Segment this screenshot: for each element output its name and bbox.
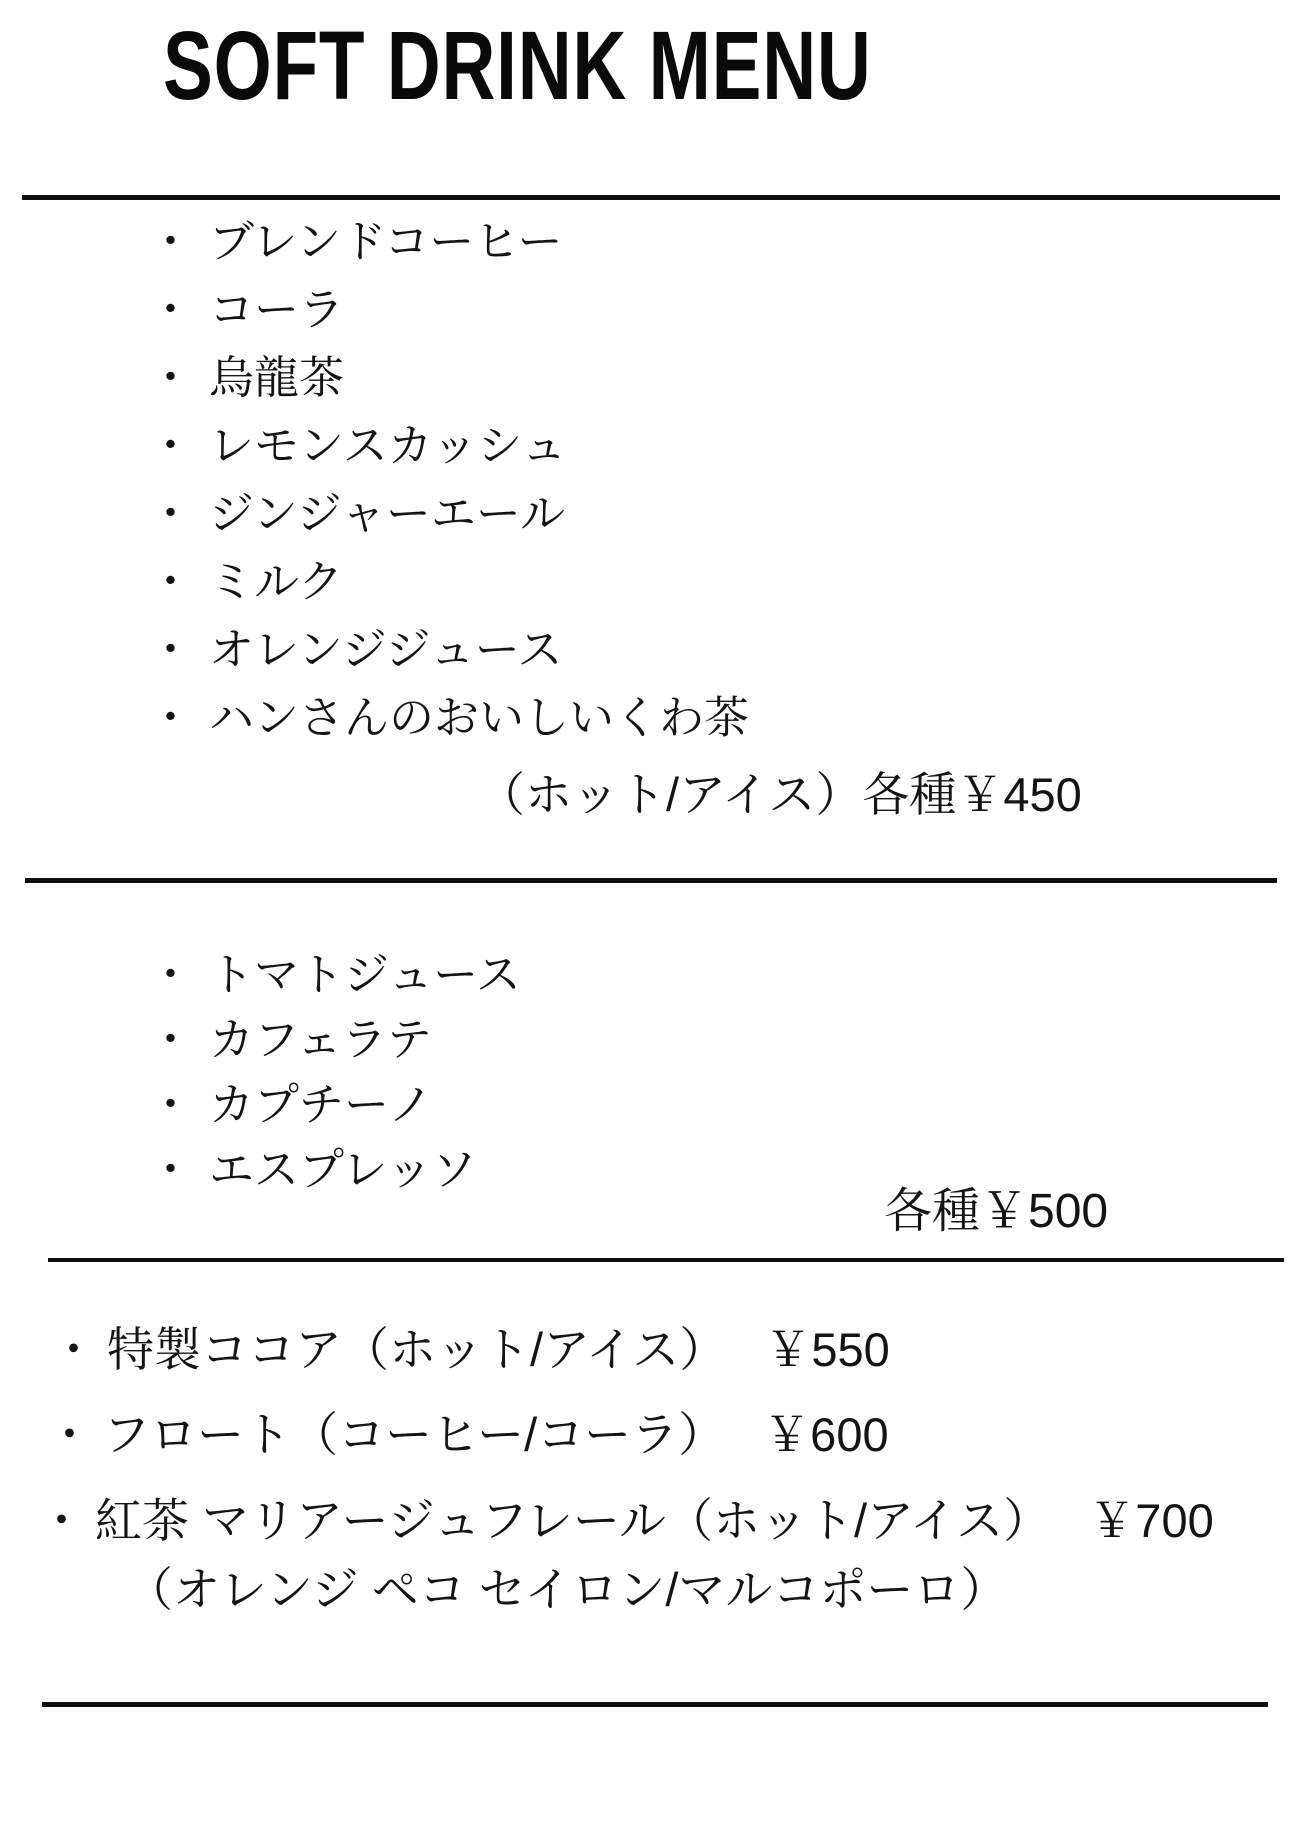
- menu-item: [148, 942, 521, 1007]
- menu-item: [148, 548, 749, 616]
- menu-item: [148, 1072, 521, 1137]
- bullet-marker: ・: [46, 1408, 93, 1461]
- bullet-marker: ・: [148, 420, 194, 471]
- item-label: コーラ: [209, 284, 345, 335]
- divider: [25, 878, 1277, 883]
- bullet-marker: ・: [148, 216, 194, 267]
- item-label: 紅茶 マリアージュフレール（ホット/アイス）: [95, 1494, 1051, 1547]
- menu-item: [148, 276, 749, 344]
- bullet-marker: ・: [148, 624, 194, 675]
- item-label: エスプレッソ: [209, 1144, 477, 1195]
- menu-item: [148, 1137, 521, 1202]
- menu-item: [38, 1489, 1214, 1552]
- item-price: ￥600: [763, 1408, 889, 1461]
- menu-item: [148, 616, 749, 684]
- divider: [22, 195, 1280, 200]
- bullet-marker: ・: [148, 284, 194, 335]
- item-label: オレンジジュース: [209, 624, 563, 675]
- page-title: SOFT DRINK MENU: [163, 11, 872, 120]
- bullet-marker: ・: [148, 1014, 194, 1065]
- item-label: カプチーノ: [209, 1079, 434, 1130]
- bullet-marker: ・: [148, 1144, 194, 1195]
- bullet-marker: ・: [38, 1494, 85, 1547]
- bullet-marker: ・: [148, 1079, 194, 1130]
- section-1-price-note: （ホット/アイス）各種￥450: [478, 768, 1082, 821]
- bullet-marker: ・: [148, 556, 194, 607]
- menu-item: [46, 1403, 889, 1466]
- bullet-marker: ・: [50, 1323, 97, 1376]
- tea-variety-note: （オレンジ ペコ セイロン/マルコポーロ）: [126, 1563, 1008, 1616]
- bullet-marker: ・: [148, 692, 194, 743]
- menu-item: [148, 480, 749, 548]
- bullet-marker: ・: [148, 949, 194, 1000]
- item-label: レモンスカッシュ: [209, 420, 567, 471]
- menu-item: [50, 1318, 890, 1381]
- item-label: ミルク: [209, 556, 344, 607]
- bullet-marker: ・: [148, 352, 194, 403]
- divider: [42, 1702, 1268, 1707]
- drink-list-section-2: [148, 942, 521, 1202]
- menu-item: [148, 344, 749, 412]
- item-label: トマトジュース: [209, 949, 521, 1000]
- item-label: ハンさんのおいしいくわ茶: [209, 692, 750, 743]
- section-2-price-note: 各種￥500: [884, 1185, 1109, 1238]
- item-label: ブレンドコーヒー: [209, 216, 563, 267]
- item-price: ￥550: [764, 1323, 890, 1376]
- menu-item: [148, 684, 749, 752]
- menu-item: [148, 412, 749, 480]
- divider: [48, 1258, 1284, 1262]
- drink-list-section-1: [148, 208, 749, 752]
- item-label: 特製ココア（ホット/アイス）: [107, 1323, 727, 1376]
- menu-item: [148, 208, 749, 276]
- menu-item: [148, 1007, 521, 1072]
- item-label: カフェラテ: [209, 1014, 432, 1065]
- item-label: 烏龍茶: [209, 352, 345, 403]
- item-label: フロート（コーヒー/コーラ）: [103, 1408, 726, 1461]
- item-price: ￥700: [1088, 1494, 1214, 1547]
- item-label: ジンジャーエール: [209, 488, 565, 539]
- bullet-marker: ・: [148, 488, 194, 539]
